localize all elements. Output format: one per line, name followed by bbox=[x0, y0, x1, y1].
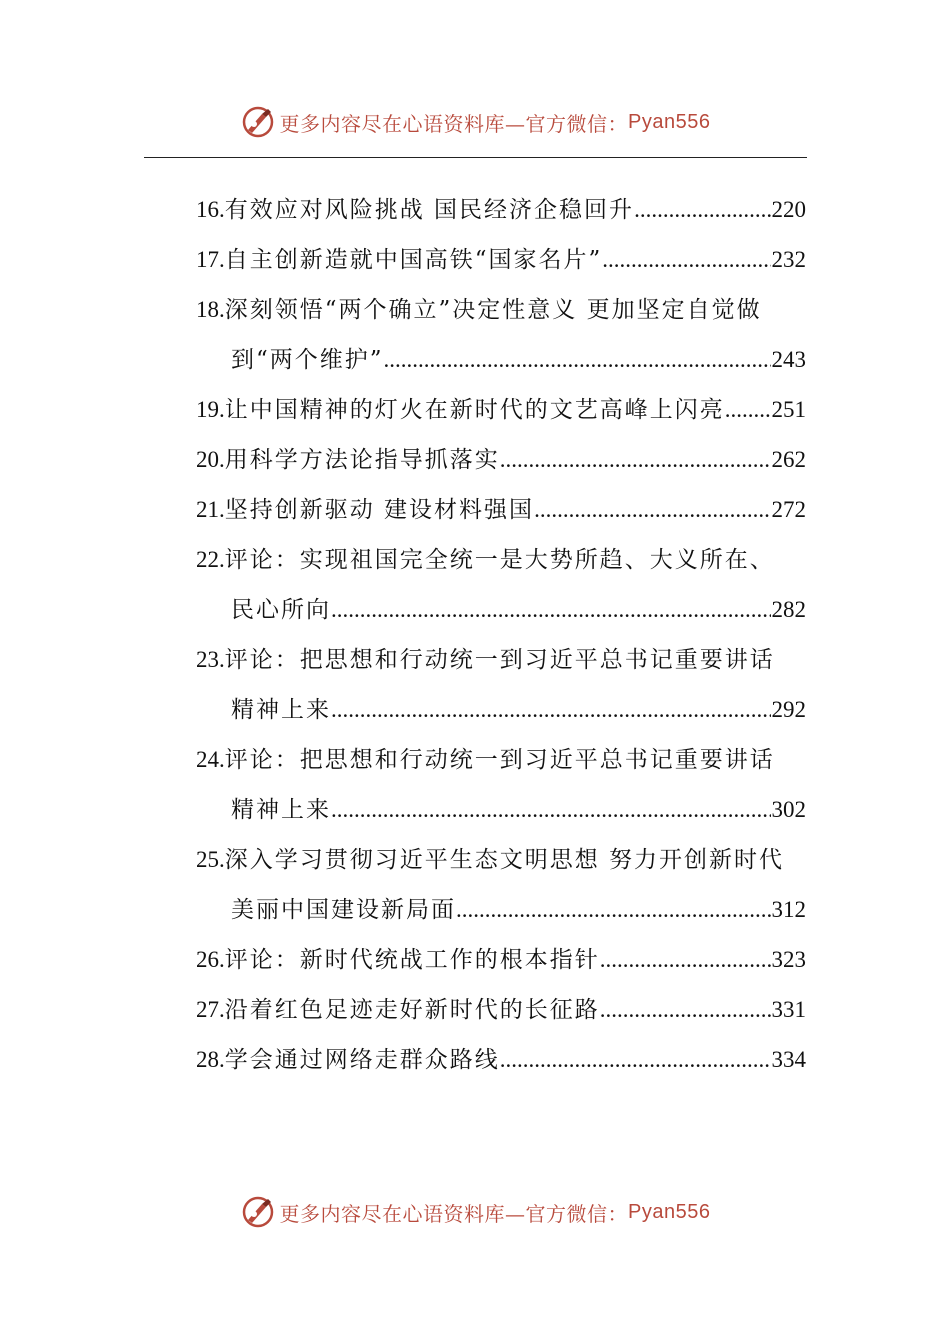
entry-title-cont: 美丽中国建设新局面 bbox=[231, 897, 456, 923]
toc-entry[interactable] bbox=[196, 290, 806, 340]
entry-title: 深入学习贯彻习近平生态文明思想 努力开创新时代 bbox=[224, 847, 785, 873]
page-number: 272 bbox=[771, 497, 806, 522]
dot-leader bbox=[331, 790, 771, 830]
entry-number: 26. bbox=[196, 947, 225, 972]
page-number: 334 bbox=[771, 1047, 806, 1072]
toc-entry[interactable] bbox=[196, 840, 806, 890]
page-number: 292 bbox=[771, 697, 806, 722]
entry-number: 25. bbox=[196, 847, 225, 872]
pen-logo-icon bbox=[240, 1194, 276, 1230]
toc-entry[interactable] bbox=[196, 940, 806, 990]
toc-entry-continuation[interactable] bbox=[196, 590, 806, 640]
header-banner bbox=[0, 100, 950, 144]
banner-text: 更多内容尽在心语资料库—官方微信： bbox=[279, 1201, 629, 1226]
header-rule bbox=[144, 157, 807, 158]
dot-leader bbox=[331, 690, 771, 730]
toc-entry-continuation[interactable] bbox=[196, 790, 806, 840]
entry-title: 有效应对风险挑战 国民经济企稳回升 bbox=[224, 197, 635, 223]
page-number: 312 bbox=[771, 897, 806, 922]
pen-logo-icon bbox=[240, 104, 276, 140]
entry-title-cont: 精神上来 bbox=[231, 797, 331, 823]
page-number: 251 bbox=[771, 397, 806, 422]
entry-number: 20. bbox=[196, 447, 225, 472]
toc-entry[interactable] bbox=[196, 440, 806, 490]
entry-number: 17. bbox=[196, 247, 225, 272]
toc-entry[interactable] bbox=[196, 1040, 806, 1090]
entry-number: 19. bbox=[196, 397, 225, 422]
entry-title-cont: 到“两个维护” bbox=[231, 347, 384, 373]
dot-leader bbox=[500, 1040, 771, 1080]
entry-title: 坚持创新驱动 建设材料强国 bbox=[224, 497, 535, 523]
toc-entry[interactable] bbox=[196, 540, 806, 590]
wechat-id: Pyan556 bbox=[628, 110, 711, 133]
toc-entry-continuation[interactable] bbox=[196, 890, 806, 940]
toc-entry-continuation[interactable] bbox=[196, 690, 806, 740]
dot-leader bbox=[534, 490, 770, 530]
entry-title: 用科学方法论指导抓落实 bbox=[224, 447, 500, 473]
entry-title: 评论：把思想和行动统一到习近平总书记重要讲话 bbox=[224, 647, 775, 673]
footer-banner bbox=[0, 1190, 950, 1234]
toc-entry[interactable] bbox=[196, 490, 806, 540]
banner-text: 更多内容尽在心语资料库—官方微信： bbox=[279, 111, 629, 136]
dot-leader bbox=[725, 390, 771, 430]
dot-leader bbox=[634, 190, 770, 230]
page-number: 220 bbox=[771, 197, 806, 222]
entry-title: 评论：把思想和行动统一到习近平总书记重要讲话 bbox=[224, 747, 775, 773]
entry-number: 24. bbox=[196, 747, 225, 772]
toc-entry[interactable] bbox=[196, 390, 806, 440]
page-number: 323 bbox=[771, 947, 806, 972]
dot-leader bbox=[600, 940, 771, 980]
toc-entry[interactable] bbox=[196, 740, 806, 790]
page-number: 243 bbox=[771, 347, 806, 372]
entry-title: 自主创新造就中国高铁“国家名片” bbox=[224, 247, 603, 273]
page-number: 331 bbox=[771, 997, 806, 1022]
entry-title: 深刻领悟“两个确立”决定性意义 更加坚定自觉做 bbox=[224, 297, 762, 323]
dot-leader bbox=[600, 990, 771, 1030]
toc-entry[interactable] bbox=[196, 240, 806, 290]
table-of-contents bbox=[196, 190, 806, 1090]
dot-leader bbox=[602, 240, 770, 280]
entry-title: 评论：新时代统战工作的根本指针 bbox=[224, 947, 600, 973]
entry-title-cont: 精神上来 bbox=[231, 697, 331, 723]
entry-number: 28. bbox=[196, 1047, 225, 1072]
entry-number: 16. bbox=[196, 197, 225, 222]
toc-entry[interactable] bbox=[196, 990, 806, 1040]
dot-leader bbox=[500, 440, 771, 480]
entry-number: 27. bbox=[196, 997, 225, 1022]
entry-number: 22. bbox=[196, 547, 225, 572]
entry-number: 23. bbox=[196, 647, 225, 672]
entry-title: 沿着红色足迹走好新时代的长征路 bbox=[224, 997, 600, 1023]
toc-entry[interactable] bbox=[196, 640, 806, 690]
page-number: 232 bbox=[771, 247, 806, 272]
entry-number: 18. bbox=[196, 297, 225, 322]
page-number: 302 bbox=[771, 797, 806, 822]
dot-leader bbox=[384, 340, 771, 380]
toc-entry[interactable] bbox=[196, 190, 806, 240]
entry-number: 21. bbox=[196, 497, 225, 522]
dot-leader bbox=[456, 890, 771, 930]
wechat-id: Pyan556 bbox=[628, 1200, 711, 1223]
entry-title: 评论：实现祖国完全统一是大势所趋、大义所在、 bbox=[224, 547, 775, 573]
dot-leader bbox=[331, 590, 771, 630]
entry-title-cont: 民心所向 bbox=[231, 597, 331, 623]
entry-title: 让中国精神的灯火在新时代的文艺高峰上闪亮 bbox=[224, 397, 725, 423]
toc-entry-continuation[interactable] bbox=[196, 340, 806, 390]
page-number: 282 bbox=[771, 597, 806, 622]
page-number: 262 bbox=[771, 447, 806, 472]
entry-title: 学会通过网络走群众路线 bbox=[224, 1047, 500, 1073]
